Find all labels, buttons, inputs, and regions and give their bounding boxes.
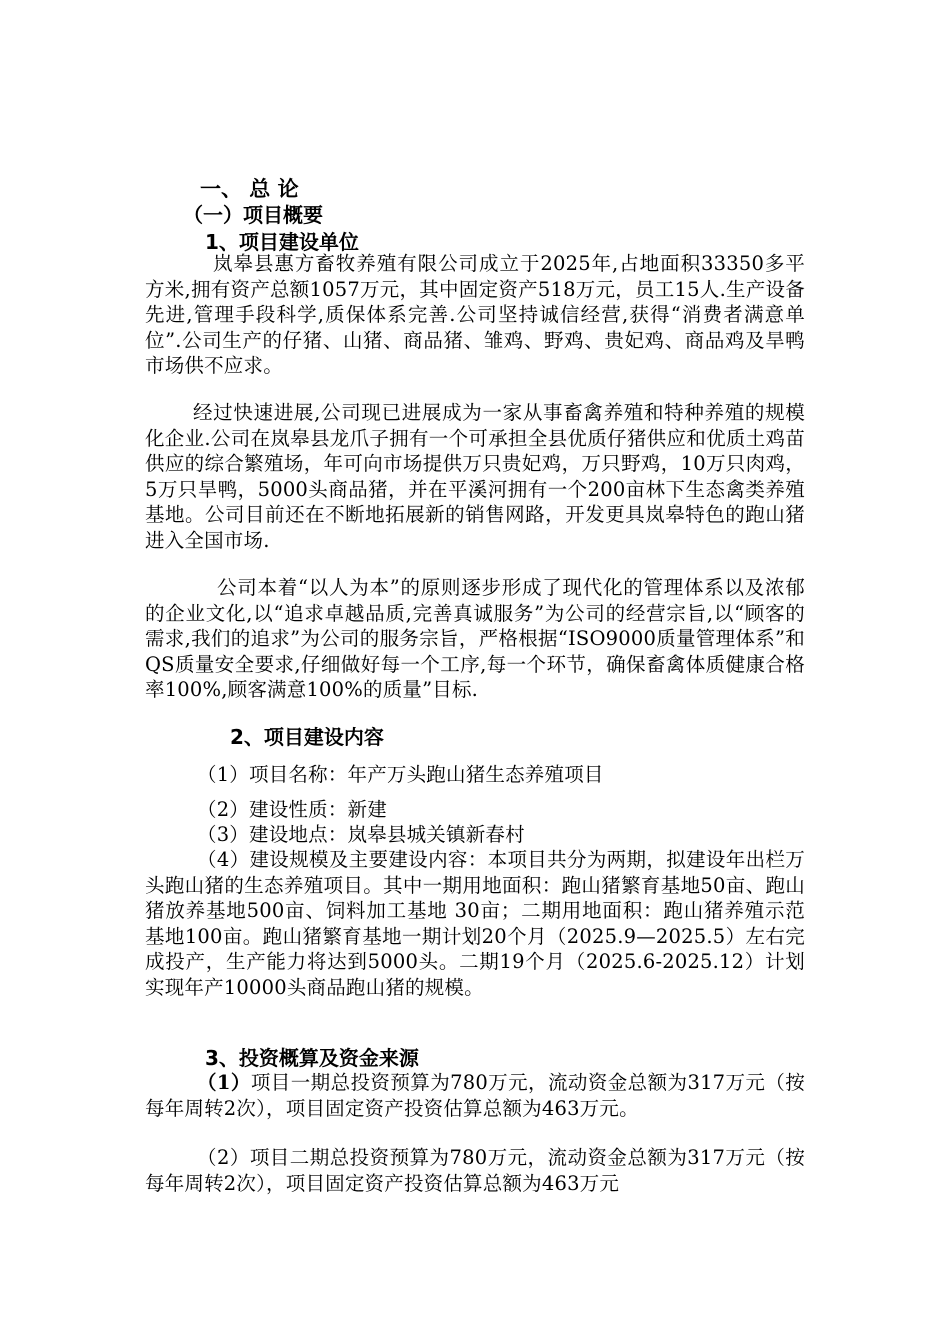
item-project-nature: （2）建设性质：新建: [197, 798, 387, 821]
subsection-heading: （一）项目概要: [183, 203, 323, 227]
item-investment-phase2: （2）项目二期总投资预算为780万元，流动资金总额为317万元（按每年周转2次），项目固定资产投资估算总额为463万元: [145, 1146, 805, 1195]
paragraph-company-development: 经过快速进展,公司现已进展成为一家从事畜禽养殖和特种养殖的规模化企业.公司在岚皋县龙爪子拥有一个可承担全县优质仔猪供应和优质土鸡苗供应的综合繁殖场，年可向市场提供万只贵妃鸡，万只野鸡，10万只肉鸡，5万只旱鸭，5000头商品猪，并在平溪河拥有一个200亩林下生态禽类养殖基地。公司目前还在不断地拓展新的销售网路，开发更具岚皋特色的跑山猪进入全国市场.: [145, 401, 805, 552]
heading-project-content: 2、项目建设内容: [230, 725, 384, 749]
item-project-location: （3）建设地点：岚皋县城关镇新春村: [197, 823, 525, 846]
item-investment-phase1-text: 项目一期总投资预算为780万元，流动资金总额为317万元（按每年周转2次），项目固定资产投资估算总额为463万元。: [145, 1071, 805, 1120]
item-project-name: （1）项目名称：年产万头跑山猪生态养殖项目: [197, 763, 604, 786]
item-investment-phase1: [145, 1070, 805, 1121]
paragraph-company-culture: 公司本着“以人为本”的原则逐步形成了现代化的管理体系以及浓郁的企业文化,以“追求卓越品质,完善真诚服务”为公司的经营宗旨,以“顾客的需求,我们的追求”为公司的服务宗旨，严格根据“ISO9000质量管理体系”和QS质量安全要求,仔细做好每一个工序,每一个环节，确保畜禽体质健康合格率100%,顾客满意100%的质量”目标.: [145, 576, 805, 701]
item-project-scale: （4）建设规模及主要建设内容：本项目共分为两期，拟建设年出栏万头跑山猪的生态养殖项目。其中一期用地面积：跑山猪繁育基地50亩、跑山猪放养基地500亩、饲料加工基地 30亩；二期用地面积：跑山猪养殖示范基地100亩。跑山猪繁育基地一期计划20个月（2025.9—2025.5）左右完成投产，生产能力将达到5000头。二期19个月（2025.6-2025.12）计划实现年产10000头商品跑山猪的规模。: [145, 848, 805, 999]
item-investment-phase1-prefix: （1）: [197, 1071, 251, 1094]
section-heading: 一、 总 论: [200, 177, 299, 201]
paragraph-company-intro: 岚皋县惠方畜牧养殖有限公司成立于2025年,占地面积33350多平方米,拥有资产总额1057万元，其中固定资产518万元，员工15人.生产设备先进,管理手段科学,质保体系完善.公司坚持诚信经营,获得“消费者满意单位”.公司生产的仔猪、山猪、商品猪、雏鸡、野鸡、贵妃鸡、商品鸡及旱鸭市场供不应求。: [145, 252, 805, 377]
heading-project-unit: 1、项目建设单位: [205, 230, 359, 254]
heading-investment: 3、投资概算及资金来源: [205, 1046, 419, 1070]
